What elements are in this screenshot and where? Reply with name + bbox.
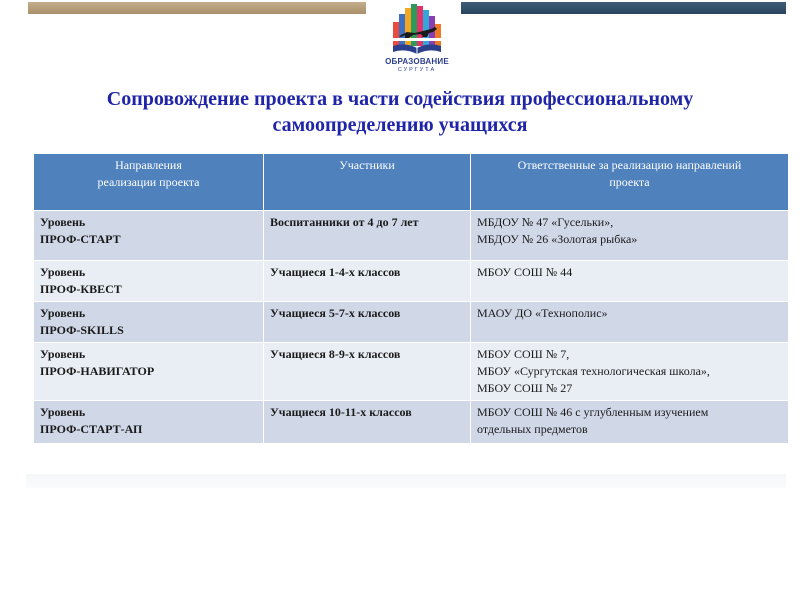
cell-level bbox=[34, 261, 264, 302]
header-directions-line-1: Направления bbox=[115, 158, 182, 172]
level-label: Уровень bbox=[40, 405, 86, 419]
cell-responsible bbox=[471, 401, 789, 444]
cell-participants: Учащиеся 5-7-х классов bbox=[264, 302, 471, 343]
cell-participants: Учащиеся 10-11-х классов bbox=[264, 401, 471, 444]
responsible-line: МБОУ «Сургутская технологическая школа», bbox=[477, 364, 710, 378]
cell-participants: Воспитанники от 4 до 7 лет bbox=[264, 211, 471, 261]
responsible-line: МБОУ СОШ № 27 bbox=[477, 381, 573, 395]
cell-responsible bbox=[471, 343, 789, 401]
header-responsible-line-1: Ответственные за реализацию направлений bbox=[517, 158, 742, 172]
level-label: Уровень bbox=[40, 306, 86, 320]
table-row bbox=[34, 302, 789, 343]
logo-subtitle: СУРГУТА bbox=[397, 67, 437, 73]
level-name: ПРОФ-КВЕСТ bbox=[40, 282, 122, 296]
projects-table bbox=[33, 153, 788, 439]
responsible-line: МБДОУ № 26 «Золотая рыбка» bbox=[477, 232, 638, 246]
table-row bbox=[34, 343, 789, 401]
footer-decor-strip bbox=[26, 474, 786, 488]
cell-responsible bbox=[471, 261, 789, 302]
header-participants-line-1: Участники bbox=[339, 158, 395, 172]
header-responsible bbox=[471, 154, 789, 211]
header-responsible-line-2: проекта bbox=[609, 175, 650, 189]
responsible-line: МБДОУ № 47 «Гусельки», bbox=[477, 215, 614, 229]
cell-responsible bbox=[471, 302, 789, 343]
responsible-line: МАОУ ДО «Технополис» bbox=[477, 306, 608, 320]
responsible-line: отдельных предметов bbox=[477, 422, 588, 436]
table-row bbox=[34, 211, 789, 261]
table-row bbox=[34, 261, 789, 302]
level-name: ПРОФ-СТАРТ-АП bbox=[40, 422, 143, 436]
responsible-line: МБОУ СОШ № 7, bbox=[477, 347, 570, 361]
level-name: ПРОФ-НАВИГАТОР bbox=[40, 364, 155, 378]
cell-responsible bbox=[471, 211, 789, 261]
responsible-line: МБОУ СОШ № 46 с углубленным изучением bbox=[477, 405, 709, 419]
page-title-line-1: Сопровождение проекта в части содействия профессиональному bbox=[106, 88, 694, 110]
level-name: ПРОФ-SKILLS bbox=[40, 323, 124, 337]
cell-participants: Учащиеся 8-9-х классов bbox=[264, 343, 471, 401]
projects-table-grid bbox=[33, 153, 789, 444]
level-label: Уровень bbox=[40, 265, 86, 279]
cell-participants: Учащиеся 1-4-х классов bbox=[264, 261, 471, 302]
logo bbox=[385, 2, 449, 76]
header-participants bbox=[264, 154, 471, 211]
level-label: Уровень bbox=[40, 347, 86, 361]
top-decor-bar-right bbox=[461, 2, 786, 14]
cell-level bbox=[34, 211, 264, 261]
table-row bbox=[34, 401, 789, 444]
page-title bbox=[40, 86, 760, 138]
page-title-line-2: самоопределению учащихся bbox=[272, 114, 528, 136]
logo-title: ОБРАЗОВАНИЕ bbox=[385, 57, 449, 66]
top-decor-bar-left bbox=[28, 2, 366, 14]
cell-level bbox=[34, 401, 264, 444]
responsible-line: МБОУ СОШ № 44 bbox=[477, 265, 573, 279]
header-directions-line-2: реализации проекта bbox=[97, 175, 200, 189]
level-label: Уровень bbox=[40, 215, 86, 229]
cell-level bbox=[34, 302, 264, 343]
header-directions bbox=[34, 154, 264, 211]
table-header-row bbox=[34, 154, 789, 211]
cell-level bbox=[34, 343, 264, 401]
level-name: ПРОФ-СТАРТ bbox=[40, 232, 121, 246]
logo-emblem-icon bbox=[385, 2, 449, 58]
